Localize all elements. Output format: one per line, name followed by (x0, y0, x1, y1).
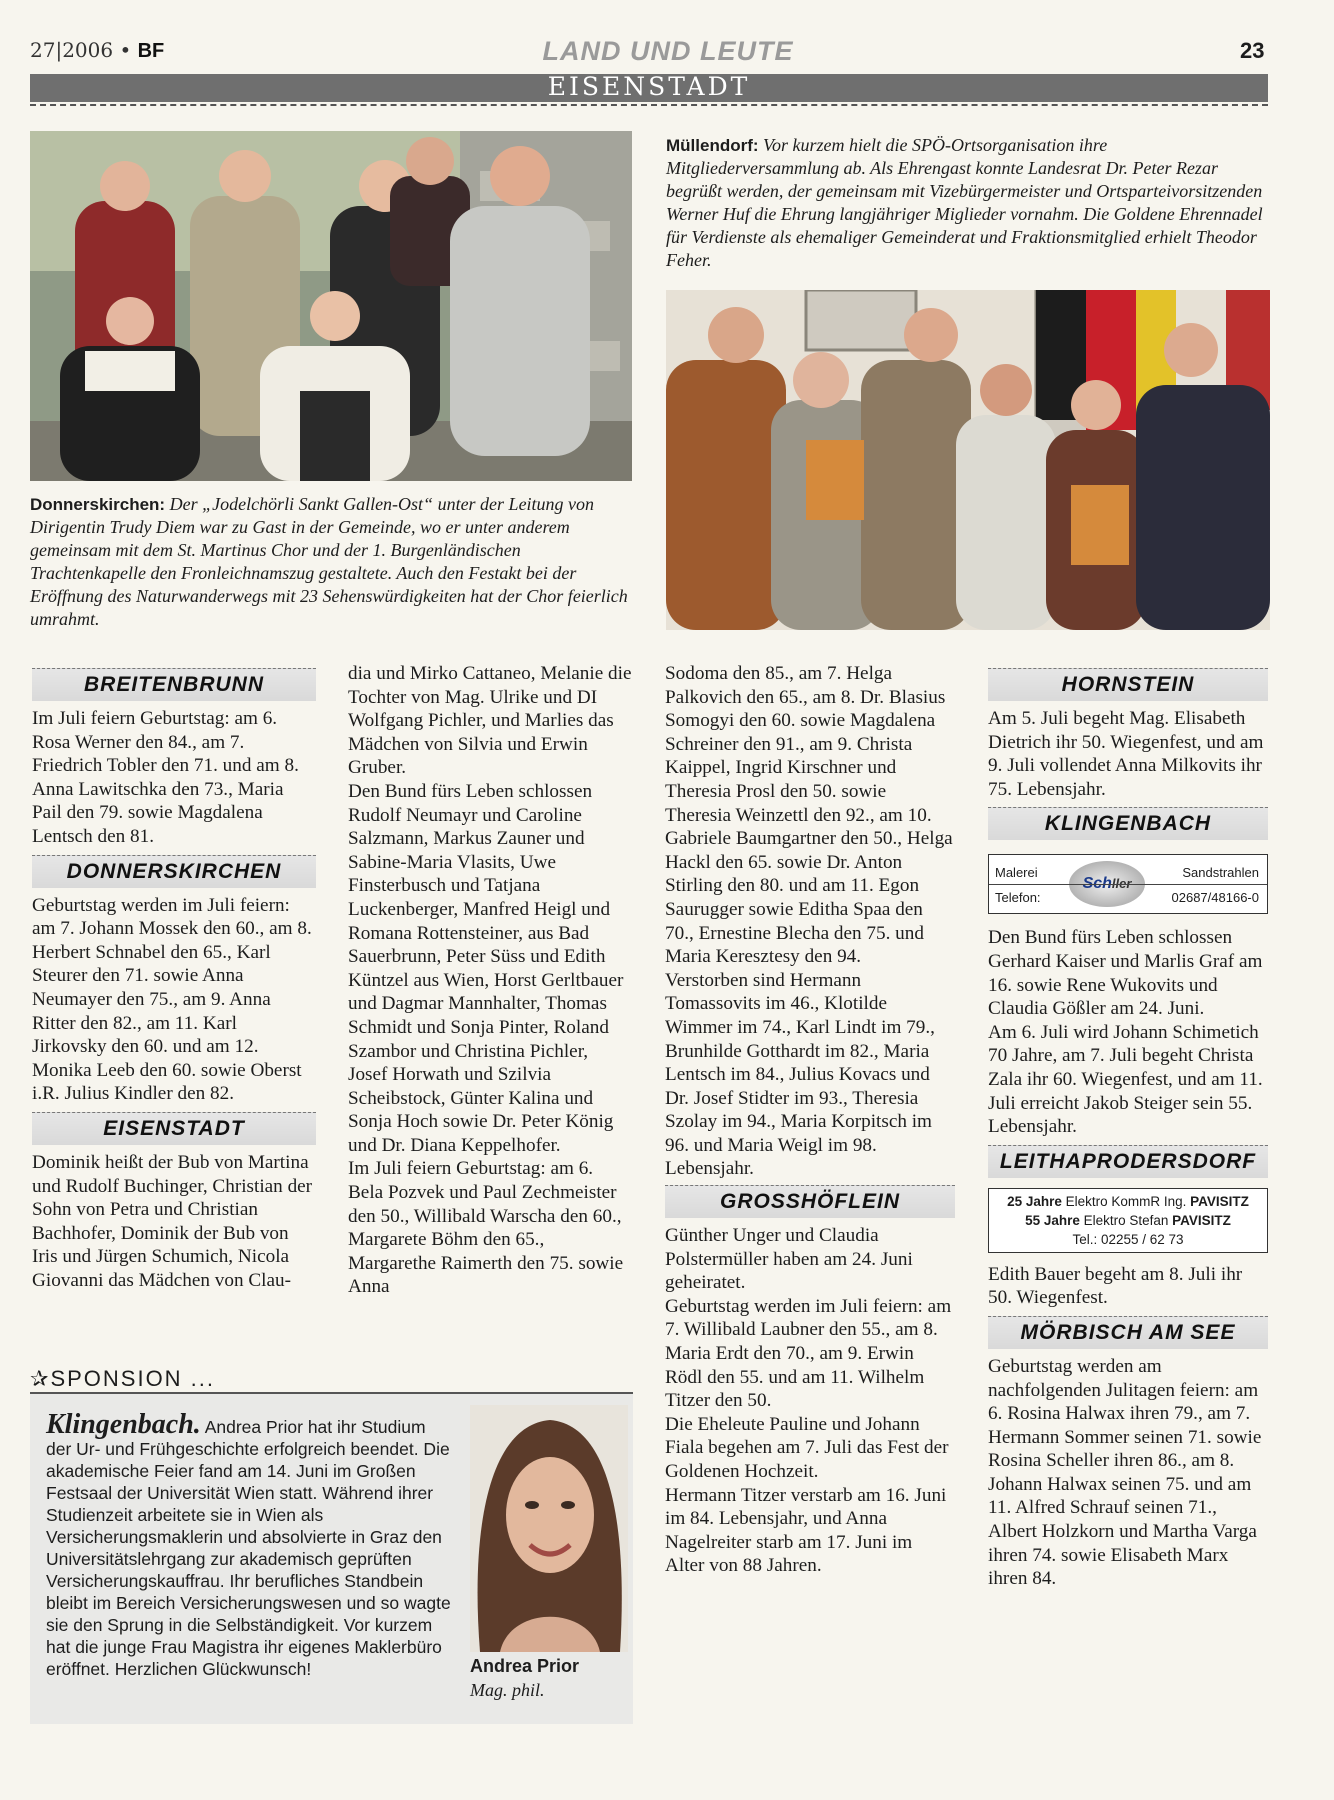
text-geburtstage-eisenstadt: Im Juli feiern Geburtstag: am 6. Bela Pozvek und Paul Zechmeister den 50., Willibald Warscha den 60., Margarete Böhm den 65., Margarethe Raimerth den 75. sowie Anna (348, 1158, 624, 1298)
text-leithaprodersdorf: Edith Bauer begeht am 8. Juli ihr 50. Wiegenfest. (988, 1263, 1243, 1309)
text-eisenstadt-cont: dia und Mirko Cattaneo, Melanie die Tochter von Mag. Ulrike und DI Wolfgang Pichler, und Marlies das Mädchen von Silvia und Erwin Gruber. (348, 663, 632, 779)
column-2 (348, 662, 632, 1299)
sponsion-text: Klingenbach. Andrea Prior hat ihr Studium der Ur- und Frühgeschichte erfolgreich beendet. Die akademische Feier fand am 14. Juni im Großen Festsaal der Universität Wien statt. Während ihrer Studienzeit arbeitete sie in Wien als Versicherungsmaklerin und absolvierte in Graz den Universitätslehrgang zur akademisch geprüften Versicherungskauffrau. Ihr berufliches Standbein bleibt im Bereich Versicherungswesen und so wagte sie den Sprung in die Selbständigkeit. Vor kurzem hat die junge Frau Magistra ihr eigenes Maklerbüro eröffnet. Herzlichen Glückwunsch! (46, 1409, 451, 1679)
heading-eisenstadt: EISENSTADT (32, 1112, 316, 1145)
text-moerbisch: Geburtstag werden am nachfolgenden Julitagen feiern: am 6. Rosina Halwax ihren 79., am 7. Hermann Sommer seinen 71. sowie Rosina Scheller ihren 86., am 8. Johann Halwax seinen 75. und am 11. Alfred Schrauf seinen 71., Albert Holzkorn und Martha Varga ihren 74. sowie Elisabeth Marx ihren 84. (988, 1355, 1262, 1590)
ad-schuller: Malerei Sandstrahlen Telefon: 02687/48166-0 Schller (988, 854, 1268, 914)
heading-leithaprodersdorf: LEITHAPRODERSDORF (988, 1145, 1268, 1178)
column-1 (32, 666, 316, 1292)
caption-donnerskirchen: Donnerskirchen: Der „Jodelchörli Sankt Gallen-Ost“ unter der Leitung von Dirigentin Trudy Diem war zu Gast in der Gemeinde, wo er unter anderem gemeinsam mit dem St. Martinus Chor und der 1. Burgenländischen Trachtenkapelle den Fronleichnamszug gestaltete. Auch den Festakt bei der Eröffnung des Naturwanderwegs mit 23 Sehenswürdigkeiten hat der Chor feierlich umrahmt. (30, 494, 628, 629)
star-icon: ✰ (30, 1366, 51, 1391)
heading-breitenbrunn: BREITENBRUNN (32, 668, 316, 701)
sponsion-name: Andrea Prior (470, 1656, 580, 1676)
sponsion-heading: ✰SPONSION ... (30, 1366, 216, 1391)
text-klingenbach-2: Am 6. Juli wird Johann Schimetich 70 Jahre, am 7. Juli begeht Christa Zala ihr 60. Wiegenfest, und am 11. Juli erreicht Jakob Steiger sein 55. Lebensjahr. (988, 1021, 1263, 1138)
caption-muellendorf: Müllendorf: Vor kurzem hielt die SPÖ-Ortsorganisation ihre Mitgliederversammlung ab. Als Ehrengast konnte Landesrat Dr. Peter Rezar begrüßt werden, der gemeinsam mit Vizebürgermeister und Ortsparteivorsitzenden Werner Huf die Ehrung langjähriger Miglieder vornahm. Die Goldene Ehrennadel für Verdienste als ehemaliger Gemeinderat und Fraktionsmitglied erhielt Theodor Feher. (666, 135, 1263, 270)
column-3 (665, 662, 955, 1578)
heading-moerbisch: MÖRBISCH AM SEE (988, 1316, 1268, 1349)
photo-muellendorf (666, 290, 1270, 630)
region-title: EISENSTADT (547, 72, 751, 101)
heading-klingenbach: KLINGENBACH (988, 807, 1268, 840)
heading-grosshoeflein: GROSSHÖFLEIN (665, 1185, 955, 1218)
text-verstorben: Verstorben sind Hermann Tomassovits im 46., Klotilde Wimmer im 74., Karl Lindt im 79., Brunhilde Gotthardt im 82., Maria Lentsch im 84., Julius Kovacs und Dr. Josef Stidter im 93., Theresia Szolay im 94., Maria Korpitsch im 96. und Maria Weigl im 98. Lebensjahr. (665, 969, 935, 1180)
text-grosshoeflein-2: Geburtstag werden im Juli feiern: am 7. Willibald Laubner den 55., am 8. Maria Erdt den 70., am 9. Erwin Rödl den 55. und am 11. Wilhelm Titzer den 50. (665, 1295, 952, 1412)
heading-donnerskirchen: DONNERSKIRCHEN (32, 855, 316, 888)
text-klingenbach-1: Den Bund fürs Leben schlossen Gerhard Kaiser und Marlis Graf am 16. sowie Rene Wukovits und Claudia Gößler am 24. Juni. (988, 927, 1263, 1020)
column-4 (988, 666, 1268, 1591)
issue-number: 27|2006 • BF (30, 38, 165, 62)
text-eisenstadt: Dominik heißt der Bub von Martina und Rudolf Buchinger, Christian der Sohn von Petra und Christian Bachhofer, Dominik der Bub von Iris und Jürgen Schumich, Nicola Giovanni das Mädchen von Clau- (32, 1151, 313, 1291)
photo-choir (30, 131, 632, 481)
text-breitenbrunn: Im Juli feiern Geburtstag: am 6. Rosa Werner den 84., am 7. Friedrich Tobler den 71. und am 8. Anna Lawitschka den 73., Maria Pail den 79. sowie Magdalena Lentsch den 81. (32, 708, 299, 847)
page-number: 23 (1240, 38, 1265, 63)
text-donnerskirchen: Geburtstag werden im Juli feiern: am 7. Johann Mossek den 60., am 8. Herbert Schnabel den 65., Karl Steurer den 71. sowie Anna Neumayer den 75., am 9. Anna Ritter den 82., am 11. Karl Jirkovsky den 60. und am 12. Monika Leeb den 60. sowie Oberst i.R. Julius Kindler den 82. (32, 894, 312, 1105)
text-hornstein: Am 5. Juli begeht Mag. Elisabeth Dietrich ihr 50. Wiegenfest, und am 9. Juli vollendet Anna Milkovits ihr 75. Lebensjahr. (988, 708, 1264, 800)
photo-andrea-prior (470, 1405, 628, 1652)
text-grosshoeflein-1: Günther Unger und Claudia Polstermüller haben am 24. Juni geheiratet. (665, 1225, 913, 1294)
text-grosshoeflein-3: Die Eheleute Pauline und Johann Fiala begehen am 7. Juli das Fest der Goldenen Hochzeit. (665, 1413, 949, 1482)
text-grosshoeflein-4: Hermann Titzer verstarb am 16. Juni im 84. Lebensjahr, und Anna Nagelreiter starb am 17. Juni im Alter von 88 Jahren. (665, 1484, 947, 1577)
header-divider (30, 104, 1268, 106)
heading-hornstein: HORNSTEIN (988, 668, 1268, 701)
section-title: LAND UND LEUTE (542, 36, 794, 66)
text-bund-fuers-leben: Den Bund fürs Leben schlossen Rudolf Neumayr und Caroline Salzmann, Markus Zauner und Sabine-Maria Vlasits, Uwe Finsterbusch und Tatjana Luckenberger, Manfred Heigl und Romana Rottensteiner, aus Bad Sauerbrunn, Peter Süss und Edith Küntzel aus Wien, Horst Gerltbauer und Dagmar Mannhalter, Thomas Schmidt und Sonja Pinter, Roland Szambor und Christina Pichler, Josef Horwath und Szilvia Scheibstock, Günter Kalina und Sonja Hoch sowie Dr. Peter König und Dr. Diana Keppelhofer. (348, 780, 624, 1156)
sponsion-title: Mag. phil. (470, 1680, 545, 1700)
ad-pavisitz: 25 Jahre Elektro KommR Ing. PAVISITZ 55 Jahre Elektro Stefan PAVISITZ Tel.: 02255 / 62 73 (988, 1188, 1268, 1253)
text-geburtstage-cont: Sodoma den 85., am 7. Helga Palkovich den 65., am 8. Dr. Blasius Somogyi den 60. sowie Magdalena Schreiner den 91., am 9. Christa Kaippel, Ingrid Kirschner und Theresia Prosl den 50. sowie Theresia Weinzettl den 92., am 10. Gabriele Baumgartner den 50., Helga Hackl den 65. sowie Dr. Anton Stirling den 80. und am 11. Egon Saurugger sowie Editha Spaa den 70., Ernestine Blecha den 75. und Maria Keresztesy den 94. (665, 663, 953, 968)
schuller-logo: Schller (1069, 861, 1145, 907)
